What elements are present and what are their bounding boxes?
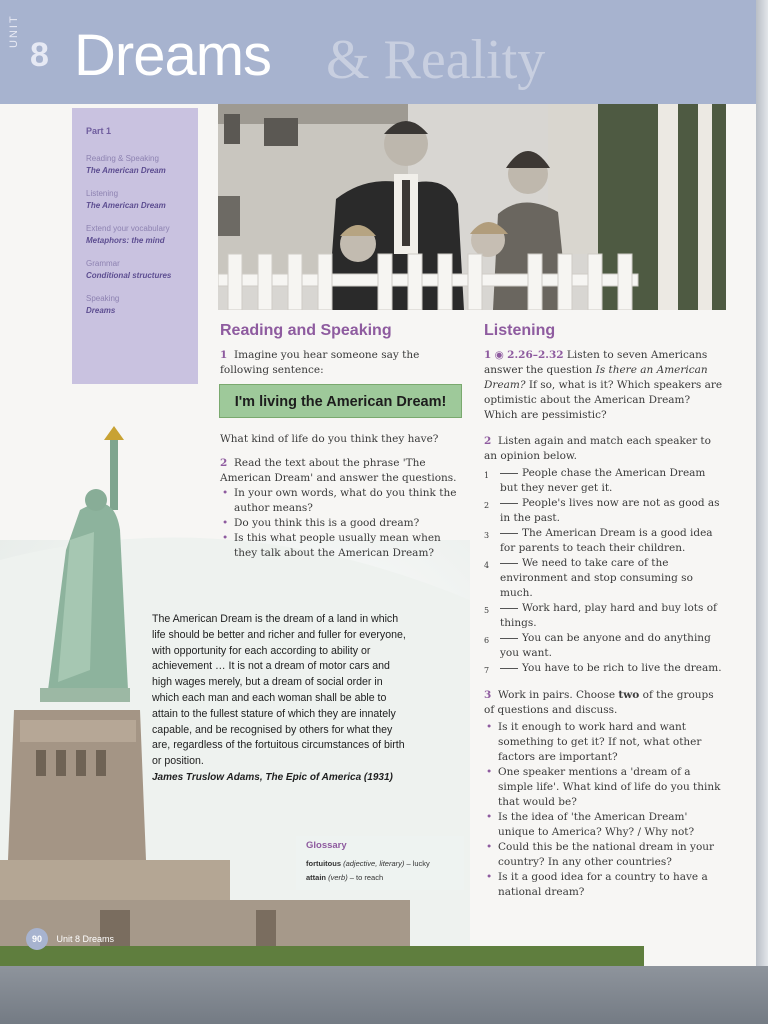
opinion-list bbox=[484, 466, 724, 678]
reading-ex2-number: 2 bbox=[220, 457, 228, 469]
sidebar-part-label: Part 1 bbox=[86, 126, 112, 136]
excerpt-text: The American Dream is the dream of a land in which life should be better and richer and fuller for everyone, with opportunity for each according to ability or achievement … It is not a dream of motor cars and high wages merely, but a dream of social order in which each man and each woman shall be able to attain to the fullest stature of which they are innately capable, and be recognised by others for what they are, regardless of the fortuitous circumstances of birth or position. bbox=[152, 613, 406, 768]
opinion-text: You can be anyone and do anything you want. bbox=[500, 632, 711, 659]
glossary-word: fortuitous bbox=[306, 859, 341, 868]
reading-ex1-text: Imagine you hear someone say the following sentence: bbox=[220, 349, 420, 376]
listening-heading: Listening bbox=[484, 322, 556, 339]
list-item: • Is it enough to work hard and want something to get it? If not, what other factors are important? bbox=[484, 720, 726, 765]
listening-ex1-number: 1 bbox=[484, 349, 492, 361]
sidebar-label: Metaphors: the mind bbox=[86, 236, 165, 245]
listening-ex3-text-a: Work in pairs. Choose bbox=[498, 689, 616, 701]
sidebar-kicker: Listening bbox=[86, 189, 119, 198]
quote-text: I'm living the American Dream! bbox=[234, 394, 447, 410]
answer-blank[interactable] bbox=[500, 608, 518, 609]
unit-contents-sidebar bbox=[72, 108, 198, 384]
book-spine-edge bbox=[756, 0, 768, 1024]
list-item: • Is the idea of 'the American Dream' unique to America? Why? / Why not? bbox=[484, 810, 726, 840]
answer-blank[interactable] bbox=[500, 668, 518, 669]
glossary-type: (adjective, literary) bbox=[343, 859, 405, 868]
reading-bullets bbox=[220, 486, 462, 561]
unit-number: 8 bbox=[30, 36, 49, 74]
list-item: • Do you think this is a good dream? bbox=[220, 516, 462, 531]
unit-title: Dreams bbox=[74, 23, 272, 88]
sidebar-item-reading bbox=[86, 154, 190, 175]
list-item: • Could this be the national dream in your country? In any other countries? bbox=[484, 840, 726, 870]
opinion-item bbox=[484, 496, 724, 526]
opinion-text: People's lives now are not as good as in the past. bbox=[500, 497, 720, 524]
glossary-heading: Glossary bbox=[306, 840, 347, 851]
opinion-text: People chase the American Dream but they never get it. bbox=[500, 467, 706, 494]
reading-ex2 bbox=[220, 456, 462, 561]
opinion-item bbox=[484, 601, 724, 631]
listening-ex2 bbox=[484, 434, 724, 678]
listening-ex3 bbox=[484, 688, 726, 900]
listening-ex1-question: Is there an American Dream? bbox=[484, 364, 708, 391]
reading-question: What kind of life do you think they have? bbox=[220, 433, 439, 445]
sidebar-label: The American Dream bbox=[86, 166, 166, 175]
sidebar-kicker: Extend your vocabulary bbox=[86, 224, 170, 233]
sidebar-kicker: Reading & Speaking bbox=[86, 154, 159, 163]
glossary-type: (verb) bbox=[328, 873, 348, 882]
sidebar-kicker: Grammar bbox=[86, 259, 120, 268]
list-item: • Is this what people usually mean when they talk about the American Dream? bbox=[220, 531, 462, 561]
opinion-item bbox=[484, 466, 724, 496]
glossary-entry bbox=[306, 857, 454, 871]
sidebar-item-grammar bbox=[86, 259, 190, 280]
listening-ex3-text-b: of the groups of questions and discuss. bbox=[484, 689, 714, 716]
listening-ex1 bbox=[484, 348, 724, 423]
opinion-item bbox=[484, 556, 724, 601]
answer-blank[interactable] bbox=[500, 533, 518, 534]
listening-ex2-text: Listen again and match each speaker to an opinion below. bbox=[484, 435, 711, 462]
glossary-meaning: – lucky bbox=[406, 859, 430, 868]
sidebar-item-listening bbox=[86, 189, 190, 210]
listening-ex1-text-a: Listen to seven Americans answer the question bbox=[484, 349, 708, 376]
opinion-text: The American Dream is a good idea for parents to teach their children. bbox=[500, 527, 713, 554]
listening-ex3-number: 3 bbox=[484, 689, 492, 701]
page-number: 90 bbox=[26, 928, 48, 950]
opinion-text: Work hard, play hard and buy lots of things. bbox=[500, 602, 717, 629]
cd-audio-icon: ◉ bbox=[494, 349, 504, 361]
sidebar-item-vocabulary bbox=[86, 224, 190, 245]
opinion-number: 7 bbox=[484, 666, 490, 675]
sidebar-item-speaking bbox=[86, 294, 190, 315]
opinion-number: 5 bbox=[484, 606, 490, 615]
opinion-number: 2 bbox=[484, 501, 490, 510]
page-footer bbox=[26, 928, 114, 950]
unit-label: UNIT bbox=[8, 14, 20, 48]
quote-banner bbox=[219, 384, 462, 418]
family-photo bbox=[218, 104, 726, 310]
sidebar-kicker: Speaking bbox=[86, 294, 120, 303]
opinion-item bbox=[484, 526, 724, 556]
glossary-word: attain bbox=[306, 873, 327, 882]
excerpt-text-block bbox=[152, 612, 410, 786]
opinion-number: 3 bbox=[484, 531, 490, 540]
answer-blank[interactable] bbox=[500, 473, 518, 474]
listening-ex1-text-b: If so, what is it? Which speakers are optimistic about the American Dream? Which are pessimistic? bbox=[484, 379, 723, 421]
opinion-text: We need to take care of the environment and stop consuming so much. bbox=[500, 557, 693, 599]
audio-track-number: 2.26–2.32 bbox=[507, 349, 564, 361]
answer-blank[interactable] bbox=[500, 638, 518, 639]
opinion-item bbox=[484, 661, 724, 678]
sidebar-label: Conditional structures bbox=[86, 271, 172, 280]
sidebar-label: The American Dream bbox=[86, 201, 166, 210]
glossary-box bbox=[296, 836, 464, 890]
list-item: • Is it a good idea for a country to have a national dream? bbox=[484, 870, 726, 900]
list-item: • One speaker mentions a 'dream of a simple life'. What kind of life do you think that would be? bbox=[484, 765, 726, 810]
footer-label: Unit 8 Dreams bbox=[56, 934, 115, 944]
reading-ex1 bbox=[220, 348, 460, 378]
opinion-number: 6 bbox=[484, 636, 490, 645]
unit-header bbox=[0, 0, 756, 104]
listening-ex3-bold: two bbox=[618, 689, 640, 701]
unit-title-rest: & Reality bbox=[326, 29, 546, 91]
excerpt-citation: James Truslow Adams, The Epic of America (1931) bbox=[152, 771, 393, 783]
reading-ex1-number: 1 bbox=[220, 349, 228, 361]
glossary-entry bbox=[306, 871, 454, 885]
glossary-meaning: – to reach bbox=[349, 873, 384, 882]
listening-ex2-number: 2 bbox=[484, 435, 492, 447]
reading-heading: Reading and Speaking bbox=[220, 322, 392, 339]
scan-bottom-edge bbox=[0, 966, 768, 1024]
answer-blank[interactable] bbox=[500, 563, 518, 564]
opinion-number: 1 bbox=[484, 471, 490, 480]
opinion-item bbox=[484, 631, 724, 661]
opinion-text: You have to be rich to live the dream. bbox=[522, 662, 722, 674]
reading-ex2-text: Read the text about the phrase 'The American Dream' and answer the questions. bbox=[220, 457, 457, 484]
list-item: • In your own words, what do you think the author means? bbox=[220, 486, 462, 516]
opinion-number: 4 bbox=[484, 561, 490, 570]
answer-blank[interactable] bbox=[500, 503, 518, 504]
sidebar-label: Dreams bbox=[86, 306, 116, 315]
family-photo-illustration bbox=[218, 104, 726, 310]
discussion-questions bbox=[484, 720, 726, 900]
